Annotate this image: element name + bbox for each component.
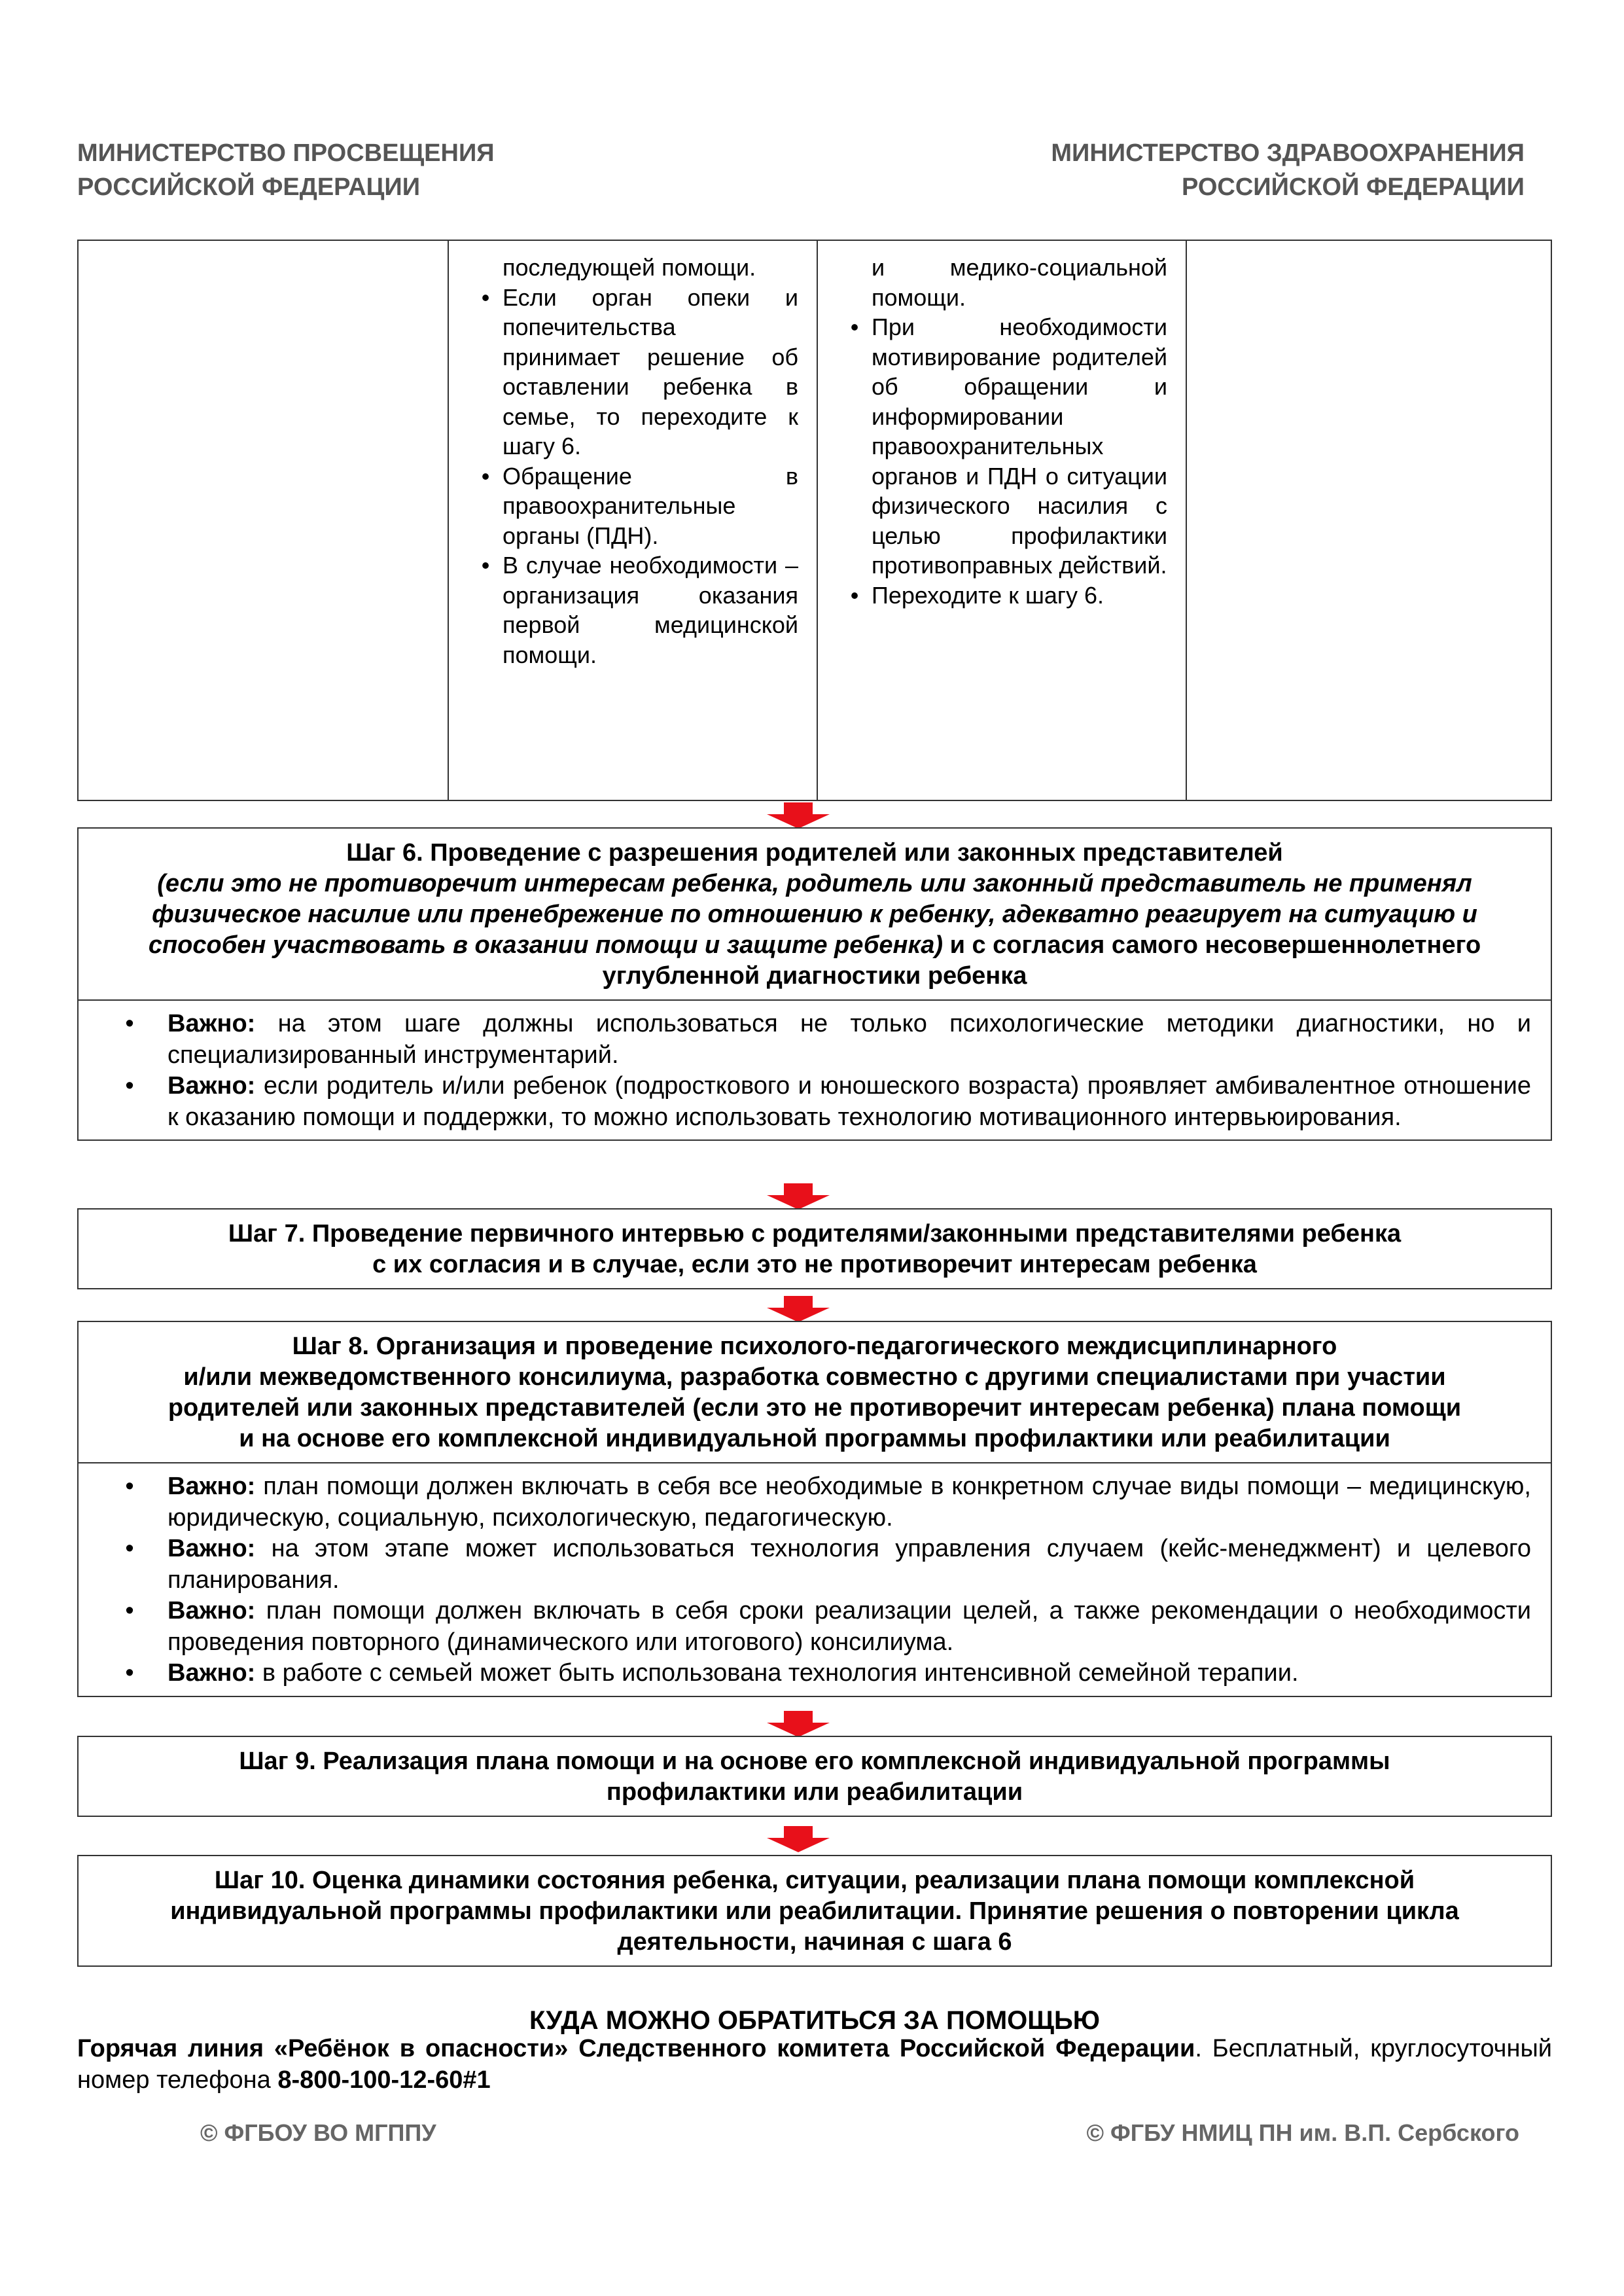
footer-left: © ФГБОУ ВО МГППУ (200, 2119, 436, 2146)
table-list-item-text: и медико-социальной помощи. (872, 254, 1167, 311)
table-list-item-text: последующей помощи. (503, 254, 756, 281)
down-arrow-icon (766, 1183, 831, 1210)
bullet-icon: • (125, 1659, 134, 1687)
note-label: Важно: (168, 1659, 256, 1687)
footer-right: © ФГБУ НМИЦ ПН им. В.П. Сербского (1086, 2119, 1519, 2146)
bullet-icon: • (125, 1473, 134, 1500)
step-8-line1: Шаг 8. Организация и проведение психолого-педагогического междисциплинарного (292, 1333, 1337, 1360)
bullet-icon: • (125, 1597, 134, 1624)
down-arrow-icon (766, 1711, 831, 1737)
note-item (92, 1658, 1531, 1689)
bullet-icon (468, 253, 503, 283)
step-9-box (77, 1736, 1552, 1817)
note-text: план помощи должен включать в себя все необходимые в конкретном случае виды помощи – медицинскую, юридическую, социальную, психологическую, педагогическую. (168, 1473, 1531, 1532)
note-label: Важно: (168, 1072, 256, 1100)
step-10-line2: индивидуальной программы профилактики или реабилитации. Принятие решения о повторении цикла (170, 1897, 1459, 1925)
bullet-icon: • (125, 1535, 134, 1562)
note-label: Важно: (168, 1597, 256, 1624)
bullet-icon: • (481, 552, 490, 579)
step-6-title-condition: (если это не противоречит интересам ребенка, родитель или законный представитель не применял физическое насилие или пренебрежение по отношению к ребенку, адекватно реагирует на ситуацию и способен участвовать в оказании помощи и защите ребенка) (148, 870, 1477, 959)
header-left-line2: РОССИЙСКОЙ ФЕДЕРАЦИИ (77, 173, 421, 201)
hotline-name: Горячая линия «Ребёнок в опасности» Следственного комитета Российской Федерации (77, 2035, 1195, 2062)
bullet-icon: • (481, 462, 490, 490)
note-item-text (168, 1596, 1531, 1658)
hotline-text: . Бесплатный, круглосуточный номер телефона (77, 2035, 1552, 2094)
header-left (77, 136, 495, 204)
table-list-item-text: Обращение в правоохранительные органы (ПДН). (503, 462, 798, 549)
step-8-title (79, 1322, 1551, 1462)
header-left-line1: МИНИСТЕРСТВО ПРОСВЕЩЕНИЯ (77, 139, 495, 167)
bullet-icon (838, 253, 872, 312)
step-8-line3: родителей или законных представителей (если это не противоречит интересам ребенка) плана помощи (168, 1394, 1462, 1422)
step-10-line1: Шаг 10. Оценка динамики состояния ребенка, ситуации, реализации плана помощи комплексной (214, 1867, 1415, 1894)
note-text: на этом шаге должны использоваться не только психологические методики диагностики, но и специализированный инструментарий. (168, 1010, 1531, 1069)
table-list-item (468, 253, 798, 283)
table-cell-4 (1186, 241, 1551, 800)
note-item (92, 1009, 1531, 1071)
step-7-title (79, 1210, 1551, 1288)
step-8-line4: и на основе его комплексной индивидуальной программы профилактики или реабилитации (239, 1425, 1390, 1452)
step-8-notes (79, 1462, 1551, 1696)
note-item-text (168, 1071, 1531, 1133)
down-arrow-icon (766, 1826, 831, 1852)
bullet-icon: • (125, 1072, 134, 1100)
continuation-table (77, 240, 1552, 801)
note-text: в работе с семьей может быть использована технология интенсивной семейной терапии. (262, 1659, 1299, 1687)
table-cell-1 (79, 241, 448, 800)
note-item (92, 1534, 1531, 1596)
step-6-title-main: Шаг 6. Проведение с разрешения родителей или законных представителей (346, 839, 1283, 867)
table-list-item-text: Переходите к шагу 6. (872, 581, 1104, 609)
hotline-phone: 8-800-100-12-60#1 (277, 2066, 491, 2094)
step-8-box (77, 1321, 1552, 1697)
help-paragraph (77, 2033, 1552, 2096)
step-7-line1: Шаг 7. Проведение первичного интервью с родителями/законными представителями ребенка (228, 1220, 1402, 1247)
step-6-notes (79, 999, 1551, 1139)
step-9-title (79, 1737, 1551, 1816)
note-label: Важно: (168, 1473, 256, 1500)
note-item (92, 1471, 1531, 1534)
note-label: Важно: (168, 1535, 256, 1562)
down-arrow-icon (766, 802, 831, 829)
table-list-item (468, 550, 798, 670)
step-10-box (77, 1855, 1552, 1967)
bullet-icon: • (850, 581, 859, 609)
step-7-box (77, 1208, 1552, 1289)
note-item-text (168, 1534, 1531, 1596)
table-list-item (838, 253, 1167, 312)
step-7-line2: с их согласия и в случае, если это не противоречит интересам ребенка (372, 1251, 1257, 1278)
note-item-text (168, 1658, 1531, 1689)
note-item-text (168, 1471, 1531, 1534)
header-right (1051, 136, 1525, 204)
step-8-line2: и/или межведомственного консилиума, разработка совместно с другими специалистами при участии (183, 1363, 1446, 1391)
help-heading: КУДА МОЖНО ОБРАТИТЬСЯ ЗА ПОМОЩЬЮ (529, 2006, 1101, 2035)
table-list-item (838, 581, 1167, 611)
bullet-icon: • (850, 314, 859, 340)
step-10-line3: деятельности, начиная с шага 6 (617, 1928, 1012, 1956)
note-text: на этом этапе может использоваться технология управления случаем (кейс-менеджмент) и целевого планирования. (168, 1535, 1531, 1594)
step-6-title-end: и с согласия самого несовершеннолетнего углубленной диагностики ребенка (602, 931, 1481, 990)
table-list-item-text: В случае необходимости – организация оказания первой медицинской помощи. (503, 552, 798, 668)
note-item (92, 1596, 1531, 1658)
table-list-item-text: Если орган опеки и попечительства принимает решение об оставлении ребенка в семье, то переходите к шагу 6. (503, 283, 798, 459)
header-right-line2: РОССИЙСКОЙ ФЕДЕРАЦИИ (1181, 173, 1525, 201)
down-arrow-icon (766, 1296, 831, 1322)
table-cell-3 (817, 241, 1186, 800)
table-list-item-text: При необходимости мотивирование родителей об обращении и информировании правоохранительных органов и ПДН о ситуации физического насилия с целью профилактики противоправных действий. (872, 314, 1167, 579)
note-item (92, 1071, 1531, 1133)
table-cell-3-list (838, 253, 1167, 610)
step-10-title (79, 1856, 1551, 1965)
step-9-line1: Шаг 9. Реализация плана помощи и на основе его комплексной индивидуальной программы (239, 1748, 1390, 1775)
table-cell-2 (448, 241, 817, 800)
step-6-box (77, 827, 1552, 1141)
note-label: Важно: (168, 1010, 256, 1037)
step-9-line2: профилактики или реабилитации (606, 1778, 1023, 1806)
header-right-line1: МИНИСТЕРСТВО ЗДРАВООХРАНЕНИЯ (1051, 139, 1525, 167)
bullet-icon: • (125, 1010, 134, 1037)
note-item-text (168, 1009, 1531, 1071)
table-list-item (468, 283, 798, 461)
table-list-item (468, 461, 798, 551)
bullet-icon: • (481, 283, 490, 311)
table-list-item (838, 312, 1167, 581)
step-6-title (79, 829, 1551, 999)
note-text: если родитель и/или ребенок (подросткового и юношеского возраста) проявляет амбивалентное отношение к оказанию помощи и поддержки, то можно использовать технологию мотивационного интервьюирования. (168, 1072, 1531, 1131)
note-text: план помощи должен включать в себя сроки реализации целей, а также рекомендации о необходимости проведения повторного (динамического или итогового) консилиума. (168, 1597, 1531, 1656)
table-cell-2-list (468, 253, 798, 670)
